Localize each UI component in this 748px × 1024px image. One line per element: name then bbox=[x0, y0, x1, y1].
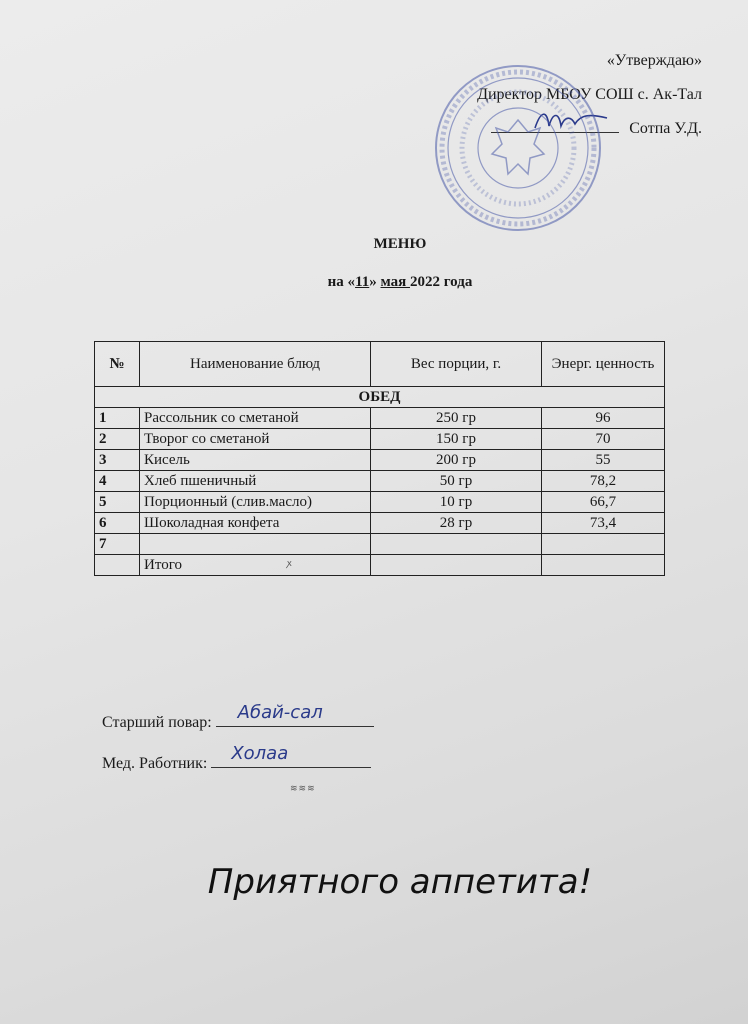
table-row: 5 Порционный (слив.масло) 10 гр 66,7 bbox=[95, 492, 665, 513]
medic-label: Мед. Работник: bbox=[102, 755, 208, 772]
approval-signer: Сотпа У.Д. bbox=[629, 120, 702, 137]
header-energy: Энерг. ценность bbox=[542, 342, 665, 387]
pen-mark: ꭗ bbox=[287, 558, 292, 568]
chef-signature-line bbox=[216, 702, 374, 727]
official-seal bbox=[432, 62, 604, 234]
medic-signature-row bbox=[102, 743, 371, 773]
medic-signature: Холаа bbox=[231, 743, 289, 764]
table-row: 3 Кисель 200 гр 55 bbox=[95, 450, 665, 471]
menu-date: на «11» мая 2022 года bbox=[327, 274, 473, 290]
table-row: 6 Шоколадная конфета 28 гр 73,4 bbox=[95, 513, 665, 534]
section-row bbox=[95, 387, 665, 408]
total-label: Итого bbox=[140, 555, 371, 576]
page-title: МЕНЮ bbox=[373, 236, 427, 252]
approval-position: Директор МБОУ СОШ с. Ак-Тал bbox=[477, 86, 702, 103]
section-title: ОБЕД bbox=[95, 387, 665, 408]
table-row: 7 bbox=[95, 534, 665, 555]
stamp-mark: ≋≋≋ bbox=[290, 783, 316, 793]
chef-signature-row bbox=[102, 702, 374, 732]
chef-label: Старший повар: bbox=[102, 714, 212, 731]
total-row bbox=[95, 555, 665, 576]
date-day: 11 bbox=[355, 274, 370, 290]
table-row: 2 Творог со сметаной 150 гр 70 bbox=[95, 429, 665, 450]
table-header-row bbox=[95, 342, 665, 387]
medic-signature-line bbox=[211, 743, 371, 768]
header-weight: Вес порции, г. bbox=[371, 342, 542, 387]
table-row: 4 Хлеб пшеничный 50 гр 78,2 bbox=[95, 471, 665, 492]
approval-title: «Утверждаю» bbox=[606, 52, 702, 69]
menu-table bbox=[94, 341, 665, 576]
header-dish: Наименование блюд bbox=[140, 342, 371, 387]
chef-signature: Абай-сал bbox=[237, 702, 323, 723]
date-month: мая bbox=[380, 274, 410, 290]
table-row: 1 Рассольник со сметаной 250 гр 96 bbox=[95, 408, 665, 429]
header-number: № bbox=[95, 342, 140, 387]
closing-message: Приятного аппетита! bbox=[207, 862, 593, 902]
